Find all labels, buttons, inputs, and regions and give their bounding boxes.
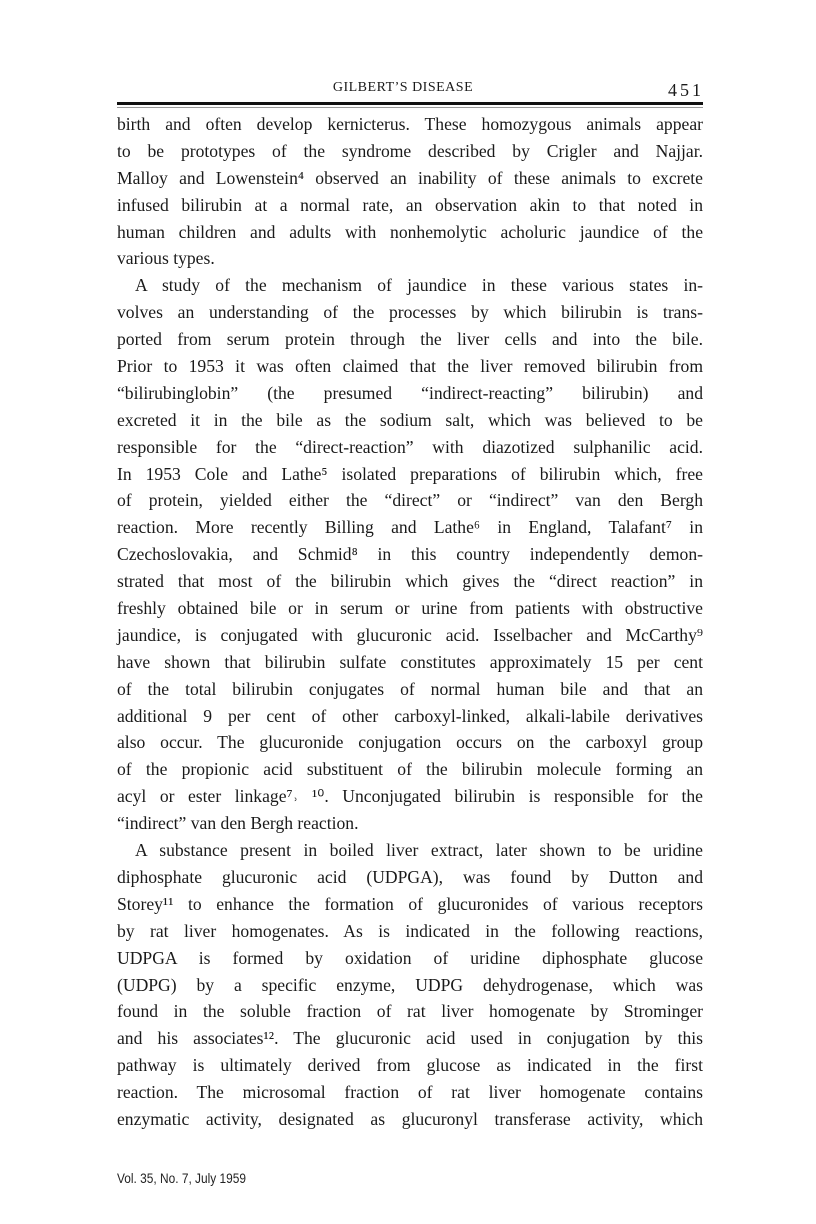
text-line: Malloy and Lowenstein⁴ observed an inability of these animals to excrete: [117, 167, 703, 188]
text-line: and his associates¹². The glucuronic acid used in conjugation by this: [117, 1028, 703, 1049]
text-line: “bilirubinglobin” (the presumed “indirect-reacting” bilirubin) and: [117, 382, 703, 403]
text-line: enzymatic activity, designated as glucuronyl transferase activity, which: [117, 1108, 703, 1129]
text-line: volves an understanding of the processes by which bilirubin is trans-: [117, 302, 703, 323]
text-line: to be prototypes of the syndrome described by Crigler and Najjar.: [117, 140, 703, 161]
text-line: additional 9 per cent of other carboxyl-linked, alkali-labile derivatives: [117, 705, 703, 726]
text-line: by rat liver homogenates. As is indicated in the following reactions,: [117, 920, 703, 941]
text-line: Prior to 1953 it was often claimed that the liver removed bilirubin from: [117, 356, 703, 377]
text-line: reaction. The microsomal fraction of rat liver homogenate contains: [117, 1082, 703, 1103]
text-line: various types.: [117, 248, 215, 269]
text-line: UDPGA is formed by oxidation of uridine diphosphate glucose: [117, 947, 703, 968]
text-line: A substance present in boiled liver extract, later shown to be uridine: [135, 840, 703, 861]
text-line: found in the soluble fraction of rat liver homogenate by Strominger: [117, 1001, 703, 1022]
text-line: In 1953 Cole and Lathe⁵ isolated preparations of bilirubin which, free: [117, 463, 703, 484]
text-line: diphosphate glucuronic acid (UDPGA), was found by Dutton and: [117, 866, 703, 887]
text-line: freshly obtained bile or in serum or urine from patients with obstructive: [117, 598, 703, 619]
text-line: of the propionic acid substituent of the bilirubin molecule forming an: [117, 759, 703, 780]
text-line: Czechoslovakia, and Schmid⁸ in this country independently demon-: [117, 544, 703, 565]
text-line: infused bilirubin at a normal rate, an observation akin to that noted in: [117, 194, 703, 215]
text-line: also occur. The glucuronide conjugation occurs on the carboxyl group: [117, 732, 703, 753]
text-line: strated that most of the bilirubin which gives the “direct reaction” in: [117, 571, 703, 592]
text-line: responsible for the “direct-reaction” with diazotized sulphanilic acid.: [117, 436, 703, 457]
running-title: GILBERT’S DISEASE: [332, 80, 474, 95]
header-rule: [117, 102, 703, 105]
text-line: excreted it in the bile as the sodium salt, which was believed to be: [117, 409, 703, 430]
text-line: reaction. More recently Billing and Lathe⁶ in England, Talafant⁷ in: [117, 517, 703, 538]
text-line: A study of the mechanism of jaundice in these various states in-: [135, 275, 703, 296]
header-rule-thin: [117, 107, 703, 108]
text-line: birth and often develop kernicterus. These homozygous animals appear: [117, 114, 703, 134]
text-line: (UDPG) by a specific enzyme, UDPG dehydrogenase, which was: [117, 974, 703, 995]
paragraph: [117, 111, 703, 272]
text-line: jaundice, is conjugated with glucuronic acid. Isselbacher and McCarthy⁹: [117, 624, 703, 645]
body-text: [117, 111, 703, 1133]
footer-citation: Vol. 35, No. 7, July 1959: [117, 1170, 247, 1186]
text-line: pathway is ultimately derived from glucose as indicated in the first: [117, 1055, 703, 1076]
text-line: “indirect” van den Bergh reaction.: [117, 813, 359, 834]
page-number: 451: [668, 80, 704, 100]
text-line: ported from serum protein through the liver cells and into the bile.: [117, 329, 703, 350]
paragraph: [117, 837, 703, 1133]
text-line: human children and adults with nonhemolytic acholuric jaundice of the: [117, 221, 703, 242]
text-line: acyl or ester linkage⁷˒ ¹⁰. Unconjugated bilirubin is responsible for the: [117, 786, 703, 807]
text-line: of protein, yielded either the “direct” or “indirect” van den Bergh: [117, 490, 703, 511]
text-line: have shown that bilirubin sulfate constitutes approximately 15 per cent: [117, 651, 703, 672]
text-line: Storey¹¹ to enhance the formation of glucuronides of various receptors: [117, 893, 703, 914]
text-line: of the total bilirubin conjugates of normal human bile and that an: [117, 678, 703, 699]
paragraph: [117, 272, 703, 837]
